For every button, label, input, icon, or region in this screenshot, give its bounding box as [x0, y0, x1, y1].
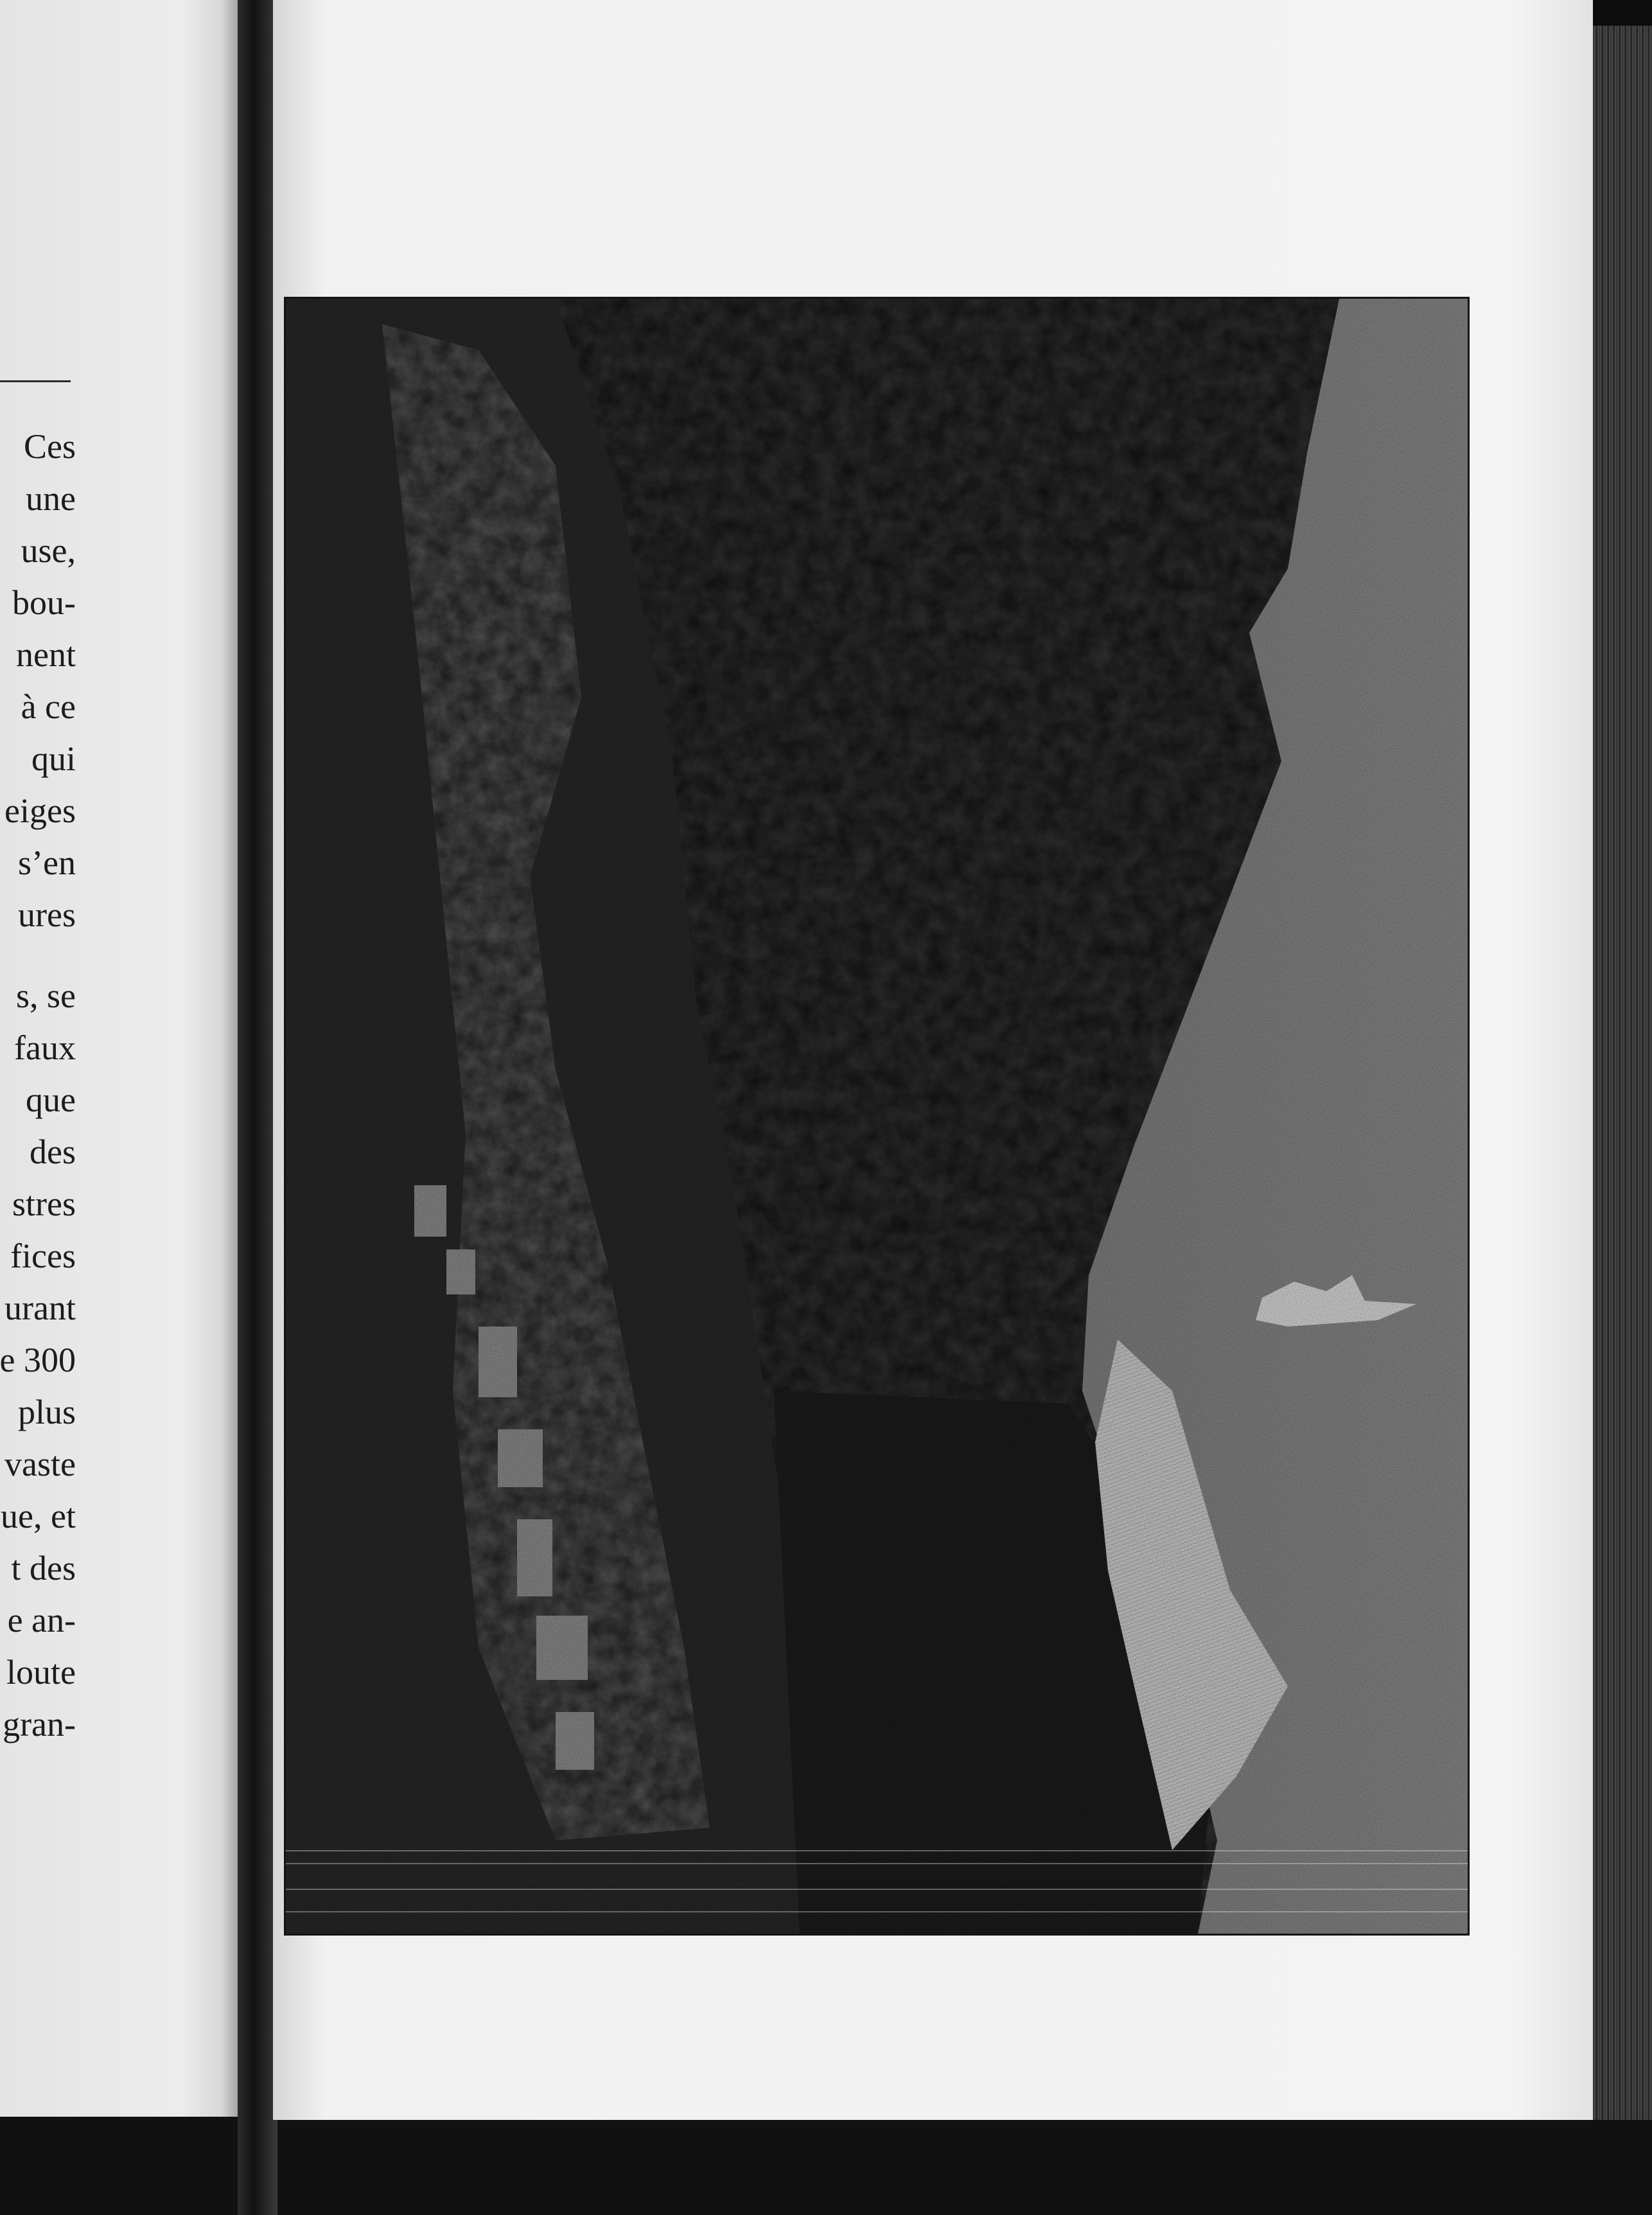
text-line: urant	[4, 1289, 76, 1327]
landscape-plate	[286, 299, 1468, 1934]
text-line: e an-	[7, 1601, 76, 1639]
paragraph-gap	[0, 941, 76, 970]
page-edges-shadow	[1593, 0, 1652, 26]
text-line: use,	[21, 531, 76, 570]
text-line: vaste	[4, 1445, 76, 1483]
landscape-halftone-illustration	[286, 299, 1468, 1934]
text-line: qui	[31, 739, 76, 778]
text-line: à ce	[21, 687, 76, 726]
text-line: s, se	[16, 976, 76, 1015]
text-line: faux	[14, 1028, 76, 1067]
section-rule	[0, 380, 71, 382]
scan-artifact	[286, 1850, 1468, 1851]
text-line: bou-	[12, 583, 76, 622]
scan-artifact	[286, 1863, 1468, 1864]
text-line: ue, et	[1, 1497, 76, 1535]
text-line: gran-	[3, 1705, 76, 1743]
page-edges	[1593, 0, 1652, 2120]
text-line: stres	[12, 1185, 76, 1223]
text-line: nent	[16, 635, 76, 674]
text-line: plus	[17, 1393, 76, 1431]
left-page	[0, 0, 241, 2117]
text-line: une	[26, 479, 76, 518]
text-line: ures	[18, 896, 76, 934]
text-line: e 300	[0, 1341, 76, 1379]
text-line: t des	[11, 1549, 76, 1587]
text-line: que	[26, 1081, 76, 1119]
halftone-grain	[286, 299, 1468, 1934]
text-line: fices	[10, 1237, 76, 1275]
text-line: des	[30, 1133, 76, 1171]
scan-artifact	[286, 1889, 1468, 1890]
scan-artifact	[286, 1911, 1468, 1912]
text-line: loute	[6, 1653, 76, 1691]
left-page-text	[0, 421, 76, 1751]
book-gutter	[238, 0, 277, 2215]
text-line: s’en	[18, 843, 76, 882]
text-line: Ces	[24, 427, 76, 466]
text-line: eiges	[4, 791, 76, 830]
